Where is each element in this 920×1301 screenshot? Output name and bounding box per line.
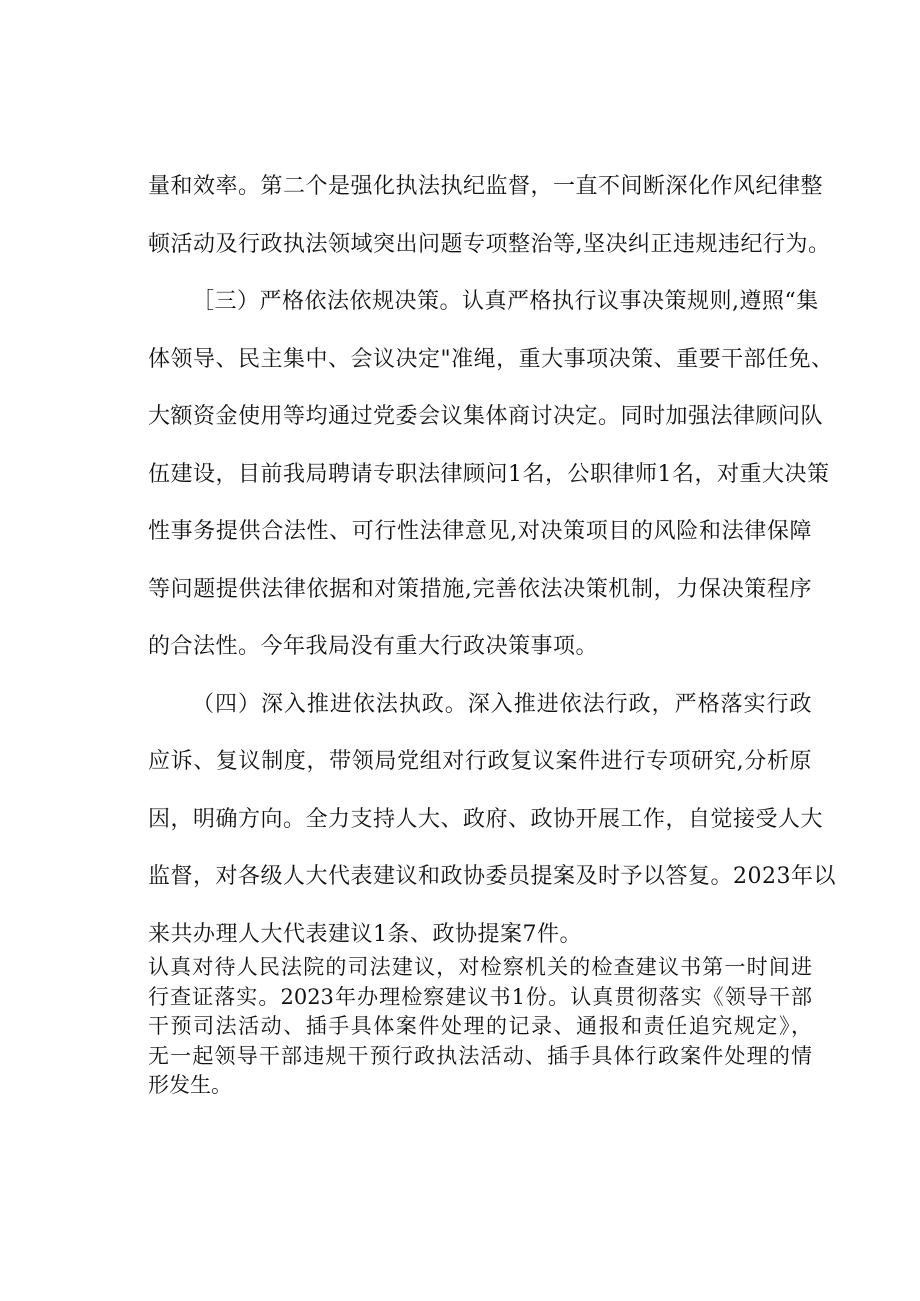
text-line: 认真对待人民法院的司法建议，对检察机关的检查建议书第一时间进 (148, 955, 812, 979)
text-line: （四）深入推进依法执政。深入推进依法行政，严格落实行政 (192, 691, 812, 717)
text-line: 监督，对各级人大代表建议和政协委员提案及时予以答复。2023年以 (148, 864, 836, 889)
text-line: 形发生。 (148, 1073, 232, 1097)
text-line: 来共办理人大代表建议1条、政协提案7件。 (148, 921, 582, 947)
text-line: 体领导、民主集中、会议决定"准绳，重大事项决策、重要干部任免、 (148, 346, 834, 372)
text-line: 行查证落实。2023年办理检察建议书1份。认真贯彻落实《领导干部 (148, 984, 812, 1009)
text-line: 量和效率。第二个是强化执法执纪监督，一直不间断深化作风纪律整 (148, 174, 824, 199)
text-line: 的合法性。今年我局没有重大行政决策事项。 (148, 634, 599, 659)
paragraph-three (148, 273, 834, 676)
text-line: 等问题提供法律依据和对策措施,完善依法决策机制，力保决策程序 (148, 576, 812, 602)
paragraph-four (148, 676, 836, 964)
document-body (148, 158, 836, 963)
text-line: 性事务提供合法性、可行性法律意见,对决策项目的风险和法律保障 (148, 519, 812, 544)
text-line: 干预司法活动、插手具体案件处理的记录、通报和责任追究规定》， (148, 1014, 812, 1038)
text-line: 顿活动及行政执法领域突出问题专项整治等,坚决纠正违规违纪行为。 (148, 231, 831, 257)
text-line: 伍建设，目前我局聘请专职法律顾问1名，公职律师1名，对重大决策 (148, 461, 830, 487)
paragraph-continued (148, 158, 831, 273)
text-line: 因，明确方向。全力支持人大、政府、政协开展工作，自觉接受人大 (148, 806, 824, 832)
text-line: 应诉、复议制度，带领局党组对行政复议案件进行专项研究,分析原 (148, 749, 812, 774)
text-line: 大额资金使用等均通过党委会议集体商讨决定。同时加强法律顾问队 (148, 404, 824, 429)
text-line: ［三）严格依法依规决策。认真严格执行议事决策规则,遵照“集 (192, 289, 819, 314)
text-line: 无一起领导干部违规干预行政执法活动、插手具体行政案件处理的情 (148, 1043, 812, 1068)
paragraph-five (148, 953, 812, 1101)
